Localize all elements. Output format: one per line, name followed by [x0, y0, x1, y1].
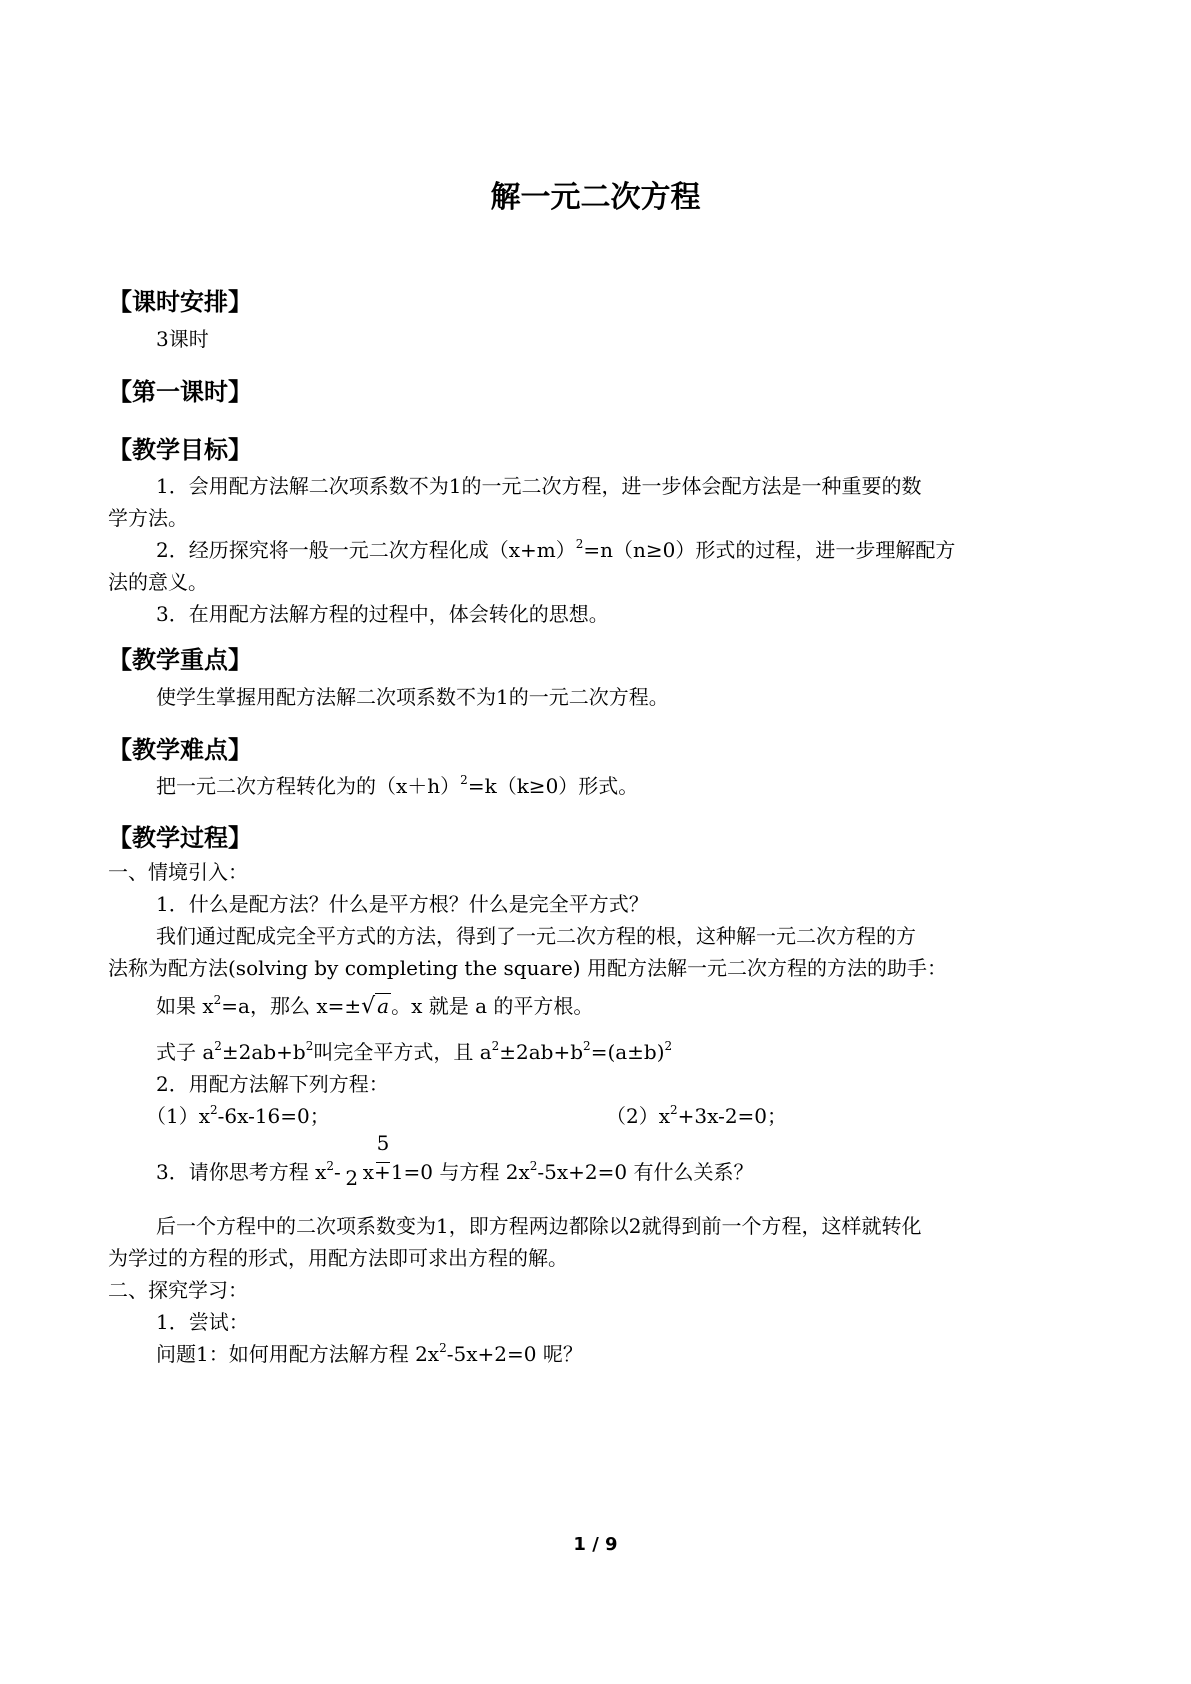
plus-minus-sign: ± — [344, 994, 362, 1018]
fraction-numerator: 5 — [376, 1131, 390, 1155]
goal-2-line-2: 法的意义。 — [108, 570, 208, 594]
key-point-text: 使学生掌握用配方法解二次项系数不为1的一元二次方程。 — [156, 685, 669, 709]
difficulty-text: 把一元二次方程转化为的$(x+h)^2=k(k\ge 0)$形式。 — [156, 773, 639, 798]
page-number: 1 / 9 — [573, 1534, 618, 1555]
section-2-title: 二、探究学习： — [108, 1278, 248, 1302]
paragraph-2-line-2: 为学过的方程的形式，用配方法即可求出方程的解。 — [108, 1246, 568, 1270]
equation-2: $(2)x^2+3x-2=0$； — [606, 1103, 788, 1128]
question-1: 1．什么是配方法？什么是平方根？什么是完全平方式？ — [156, 892, 649, 916]
question-3: 3．请你思考方程 $x^2-$ 2 x+1=0 与方程 $2x^2-5x+2=0$ 有什么关系？ — [156, 1156, 753, 1188]
page-title: 解一元二次方程 — [490, 180, 701, 215]
fraction-denominator: 2 — [345, 1166, 359, 1190]
try-label: 1．尝试： — [156, 1310, 249, 1334]
perfect-square-definition: 式子 $a^2\pm 2ab+b^2$叫完全平方式，且 $a^2\pm 2ab+b^2=(a\pm b)^2$ — [156, 1039, 673, 1064]
schedule-text: 3课时 — [156, 327, 209, 351]
goal-2-line-1: 2．经历探究将一般一元二次方程化成$(x+m)^2=n(n\ge 0)$形式的过程，进一步理解配方 — [156, 537, 956, 562]
paragraph-1-line-2: 法称为配方法(solving by completing the square) 用配方法解一元二次方程的方法的助手： — [108, 956, 947, 980]
problem-1: 问题1：如何用配方法解方程 $2x^2-5x+2=0$ 呢？ — [156, 1341, 583, 1366]
heading-goals: 【教学目标】 — [108, 436, 252, 464]
goal-1-line-2: 学方法。 — [108, 506, 188, 530]
goal-1-line-1: 1．会用配方法解二次项系数不为1的一元二次方程，进一步体会配方法是一种重要的数 — [156, 474, 922, 498]
section-1-title: 一、情境引入： — [108, 860, 248, 884]
sqrt-definition: 如果 $x^2=a$，那么 x=±√ a 。x 就是 a 的平方根。 — [156, 993, 594, 1019]
heading-lesson-1: 【第一课时】 — [108, 378, 252, 406]
sqrt-symbol: √ — [361, 994, 376, 1019]
paragraph-1-line-1: 我们通过配成完全平方式的方法，得到了一元二次方程的根，这种解一元二次方程的方 — [156, 924, 916, 948]
heading-key-point: 【教学重点】 — [108, 646, 252, 674]
question-2: 2．用配方法解下列方程： — [156, 1072, 389, 1096]
heading-difficulty: 【教学难点】 — [108, 736, 252, 764]
heading-process: 【教学过程】 — [108, 824, 252, 852]
paragraph-2-line-1: 后一个方程中的二次项系数变为1，即方程两边都除以2就得到前一个方程，这样就转化 — [156, 1214, 922, 1238]
heading-schedule: 【课时安排】 — [108, 288, 252, 316]
equation-1: $(1)x^2-6x-16=0$； — [146, 1103, 330, 1128]
goal-3: 3．在用配方法解方程的过程中，体会转化的思想。 — [156, 602, 609, 626]
